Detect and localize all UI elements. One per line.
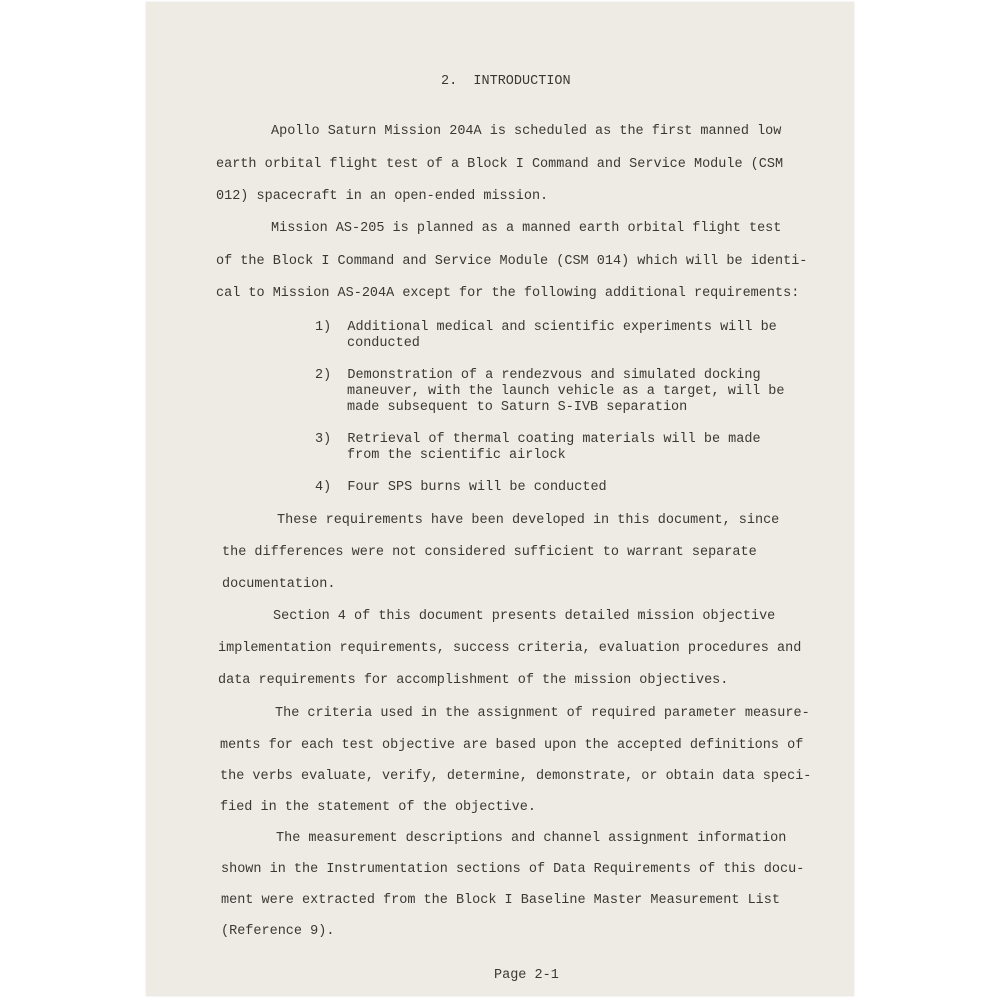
paragraph-line: Mission AS-205 is planned as a manned earth orbital flight test bbox=[271, 221, 782, 236]
paragraph-line: of the Block I Command and Service Module (CSM 014) which will be identi- bbox=[216, 254, 808, 269]
paragraph-line: the verbs evaluate, verify, determine, demonstrate, or obtain data speci- bbox=[220, 769, 812, 784]
paragraph-line: fied in the statement of the objective. bbox=[220, 800, 536, 815]
paragraph-line: cal to Mission AS-204A except for the following additional requirements: bbox=[216, 286, 800, 301]
paragraph-line: Section 4 of this document presents detailed mission objective bbox=[273, 609, 776, 624]
paragraph-line: implementation requirements, success criteria, evaluation procedures and bbox=[218, 641, 802, 656]
list-item: 2) Demonstration of a rendezvous and simulated docking bbox=[315, 368, 761, 383]
paragraph-line: The measurement descriptions and channel assignment information bbox=[276, 831, 787, 846]
paragraph-line: Apollo Saturn Mission 204A is scheduled as the first manned low bbox=[271, 124, 782, 139]
paragraph-line: data requirements for accomplishment of the mission objectives. bbox=[218, 673, 729, 688]
document-page bbox=[146, 2, 854, 996]
list-item-continuation: conducted bbox=[347, 336, 420, 351]
paragraph-line: The criteria used in the assignment of required parameter measure- bbox=[275, 706, 810, 721]
paragraph-line: ment were extracted from the Block I Baseline Master Measurement List bbox=[221, 893, 780, 908]
paragraph-line: 012) spacecraft in an open-ended mission. bbox=[216, 189, 549, 204]
list-item-continuation: made subsequent to Saturn S-IVB separation bbox=[347, 400, 688, 415]
paragraph-line: documentation. bbox=[222, 577, 336, 592]
paragraph-line: shown in the Instrumentation sections of Data Requirements of this docu- bbox=[221, 862, 805, 877]
list-item: 3) Retrieval of thermal coating materials will be made bbox=[315, 432, 761, 447]
list-item: 4) Four SPS burns will be conducted bbox=[315, 480, 607, 495]
list-item: 1) Additional medical and scientific experiments will be bbox=[315, 320, 777, 335]
list-item-continuation: from the scientific airlock bbox=[347, 448, 566, 463]
paragraph-line: ments for each test objective are based upon the accepted definitions of bbox=[220, 738, 804, 753]
section-heading: 2. INTRODUCTION bbox=[441, 74, 571, 89]
paragraph-line: These requirements have been developed in this document, since bbox=[277, 513, 780, 528]
page-number: Page 2-1 bbox=[494, 968, 559, 983]
paragraph-line: earth orbital flight test of a Block I Command and Service Module (CSM bbox=[216, 157, 784, 172]
paragraph-line: (Reference 9). bbox=[221, 924, 335, 939]
list-item-continuation: maneuver, with the launch vehicle as a target, will be bbox=[347, 384, 785, 399]
paragraph-line: the differences were not considered sufficient to warrant separate bbox=[222, 545, 757, 560]
